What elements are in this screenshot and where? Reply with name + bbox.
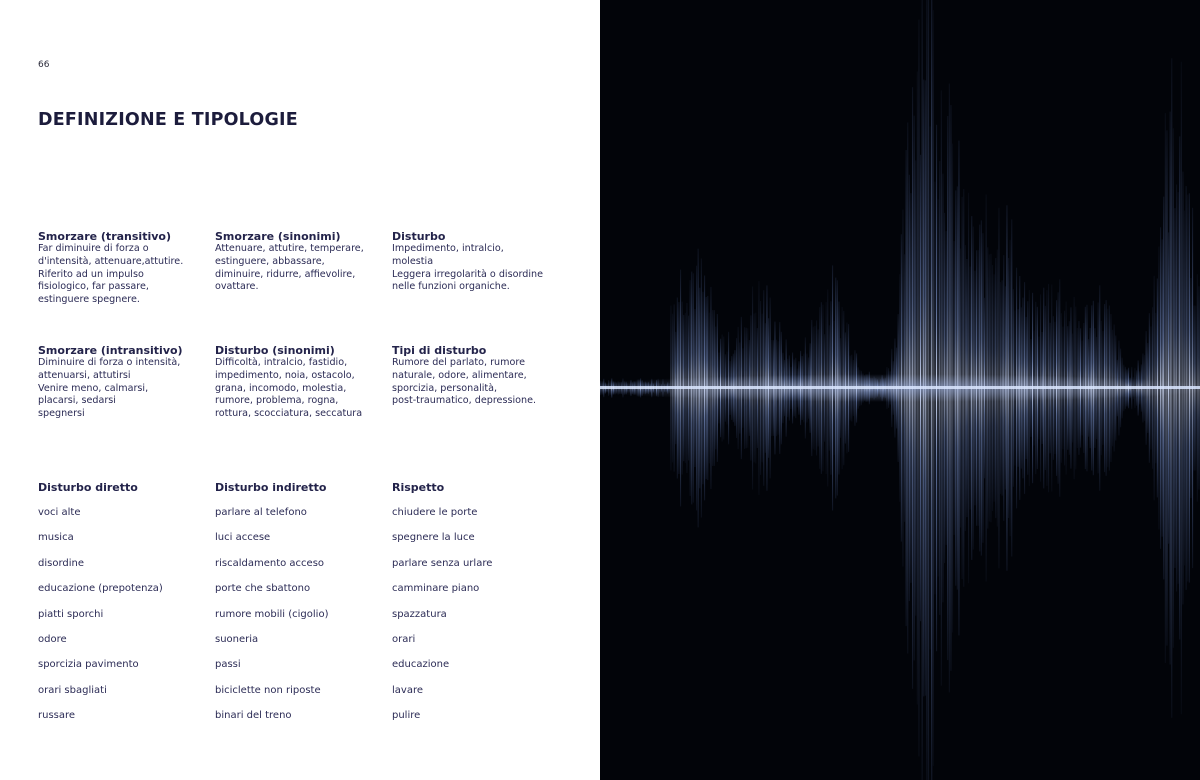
definition-body: Far diminuire di forza o d'intensità, attenuare,attutire. Riferito ad un impulso fisiologico, far passare, estinguere spegnere. <box>38 243 184 306</box>
list-item: musica <box>38 532 74 544</box>
list-item: pulire <box>392 710 421 722</box>
waveform-photo <box>600 0 1200 780</box>
list-item: camminare piano <box>392 583 480 595</box>
definition-block <box>38 344 206 421</box>
list-item: orari <box>392 633 416 645</box>
column-title: Disturbo diretto <box>38 481 138 494</box>
list-item: rumore mobili (cigolio) <box>215 608 329 620</box>
definition-block <box>38 230 206 307</box>
definition-body: Difficoltà, intralcio, fastidio, impedimento, noia, ostacolo, grana, incomodo, molestia, rumore, problema, rogna, rottura, scocciatura, seccatura <box>215 357 363 420</box>
list-item: riscaldamento acceso <box>215 557 325 569</box>
page-number: 66 <box>38 60 50 70</box>
list-item: luci accese <box>215 532 271 544</box>
definition-block <box>215 344 383 421</box>
list-item: parlare senza urlare <box>392 557 493 569</box>
list-item: piatti sporchi <box>38 608 104 620</box>
list-item: lavare <box>392 684 423 696</box>
list-item: spegnere la luce <box>392 532 475 544</box>
list-item: disordine <box>38 557 85 569</box>
page-title: DEFINIZIONE E TIPOLOGIE <box>38 110 298 130</box>
list-item: spazzatura <box>392 608 447 620</box>
definition-block <box>392 344 572 408</box>
column-title: Disturbo indiretto <box>215 481 327 494</box>
definition-body: Diminuire di forza o intensità, attenuarsi, attutirsi Venire meno, calmarsi, placarsi, sedarsi spegnersi <box>38 357 181 420</box>
definition-title: Disturbo <box>392 230 446 243</box>
list-item: chiudere le porte <box>392 507 478 518</box>
column-disturbo-diretto <box>38 481 208 736</box>
list-item: voci alte <box>38 507 81 518</box>
list-item: porte che sbattono <box>215 583 311 595</box>
definition-body: Impedimento, intralcio, molestia Leggera irregolarità o disordine nelle funzioni organiche. <box>392 243 543 293</box>
list-item: educazione <box>392 659 450 671</box>
definition-body: Rumore del parlato, rumore naturale, odore, alimentare, sporcizia, personalità, post-traumatico, depressione. <box>392 357 537 407</box>
definition-body: Attenuare, attutire, temperare, estinguere, abbassare, diminuire, ridurre, affievolire, ovattare. <box>215 243 364 293</box>
list-item: orari sbagliati <box>38 684 107 696</box>
list-item: binari del treno <box>215 710 292 722</box>
definition-title: Smorzare (sinonimi) <box>215 230 341 243</box>
list-item: educazione (prepotenza) <box>38 583 163 595</box>
list-item: passi <box>215 659 241 671</box>
column-title: Rispetto <box>392 481 445 494</box>
definition-title: Smorzare (transitivo) <box>38 230 171 243</box>
definition-title: Smorzare (intransitivo) <box>38 344 183 357</box>
column-rispetto <box>392 481 562 736</box>
definition-title: Disturbo (sinonimi) <box>215 344 335 357</box>
definition-block <box>392 230 572 294</box>
list-item: parlare al telefono <box>215 507 307 518</box>
list-item: sporcizia pavimento <box>38 659 139 671</box>
sound-waveform-image <box>600 0 1200 780</box>
definition-title: Tipi di disturbo <box>392 344 487 357</box>
list-item: biciclette non riposte <box>215 684 321 696</box>
list-item: suoneria <box>215 633 259 645</box>
list-item: russare <box>38 710 76 722</box>
definition-block <box>215 230 383 294</box>
column-disturbo-indiretto <box>215 481 385 736</box>
list-item: odore <box>38 633 67 645</box>
